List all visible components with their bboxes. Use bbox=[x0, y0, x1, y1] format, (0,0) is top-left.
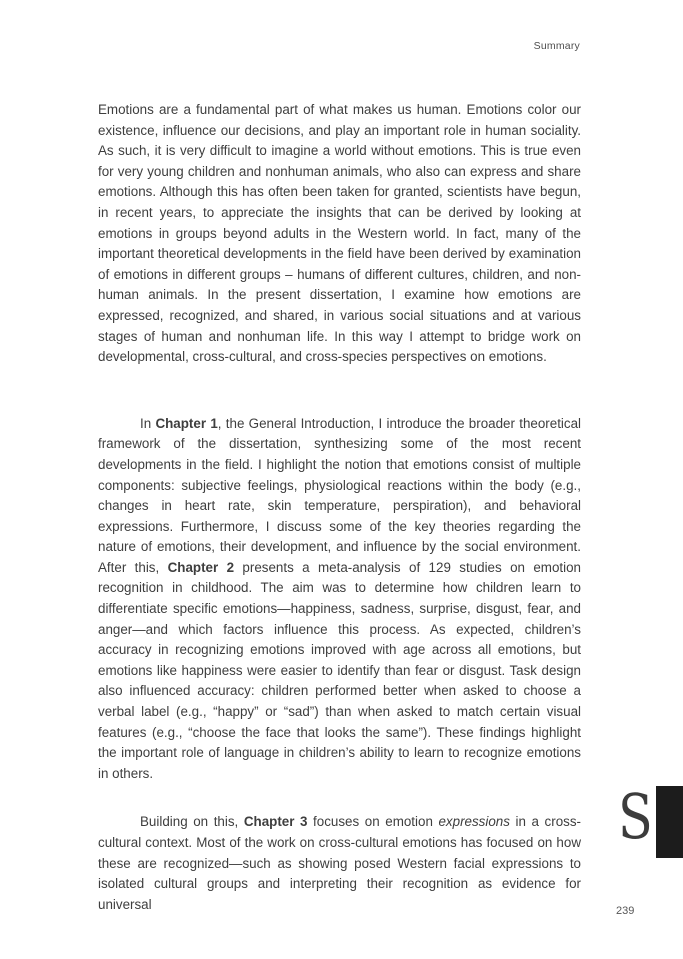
text-run: , the General Introduction, I introduce the broader theoretical framework of the dissertation, synthesizing some of the most recent developments in the field. I highlight the notion that emotions consist of multiple components: subjective feelings, physiological reactions within the body (e.g., changes in heart rate, skin temperature, perspiration), and behavioral expressions. Furthermore, I discuss some of the key theories regarding the nature of emotions, their development, and influence by the social environment. After this, bbox=[98, 415, 582, 575]
section-tab bbox=[656, 786, 683, 858]
body-paragraphs bbox=[98, 100, 581, 915]
section-letter: S bbox=[618, 780, 653, 853]
running-header: Summary bbox=[533, 40, 580, 52]
paragraph bbox=[98, 812, 581, 915]
paragraph bbox=[98, 100, 581, 368]
chapter-reference: Chapter 2 bbox=[167, 559, 235, 575]
text-run: Building on this, bbox=[140, 814, 244, 830]
chapter-reference: Chapter 3 bbox=[243, 814, 308, 830]
text-run: presents a meta-analysis of 129 studies on emotion recognition in childhood. The aim was to determine how children learn to differentiate specific emotions—happiness, sadness, surprise, disgust, fear, and anger—and which factors influence this process. As expected, children’s accuracy in recognizing emotions improved with age across all emotions, but emotions like happiness were easier to identify than fear or disgust. Task design also influenced accuracy: children performed better when asked to choose a verbal label (e.g., “happy” or “sad”) than when asked to match certain visual features (e.g., “choose the face that looks the same”). These findings highlight the important role of language in children’s ability to learn to recognize emotions in others. bbox=[98, 559, 581, 781]
text-run: In bbox=[140, 415, 156, 431]
paragraph bbox=[98, 414, 581, 785]
chapter-reference: Chapter 1 bbox=[155, 415, 218, 431]
text-run: focuses on emotion bbox=[307, 814, 439, 830]
emphasized-text: expressions bbox=[438, 814, 510, 830]
text-run: in a cross-cultural context. Most of the work on cross-cultural emotions has focused on how these are recognized—such as showing posed Western facial expressions to isolated cultural groups and interpreting their recognition as evidence for universal bbox=[98, 814, 581, 912]
text-run: Emotions are a fundamental part of what makes us human. Emotions color our existence, influence our decisions, and play an important role in human sociality. As such, it is very difficult to imagine a world without emotions. This is true even for very young children and nonhuman animals, who also can express and share emotions. Although this has often been taken for granted, scientists have begun, in recent years, to appreciate the insights that can be derived by looking at emotions in groups beyond adults in the Western world. In fact, many of the important theoretical developments in the field have been derived by examination of emotions in different groups – humans of different cultures, children, and non-human animals. In the present dissertation, I examine how emotions are expressed, recognized, and shared, in various social situations and at various stages of human and nonhuman life. In this way I attempt to bridge work on developmental, cross-cultural, and cross-species perspectives on emotions. bbox=[98, 102, 581, 365]
page-number: 239 bbox=[616, 905, 635, 917]
